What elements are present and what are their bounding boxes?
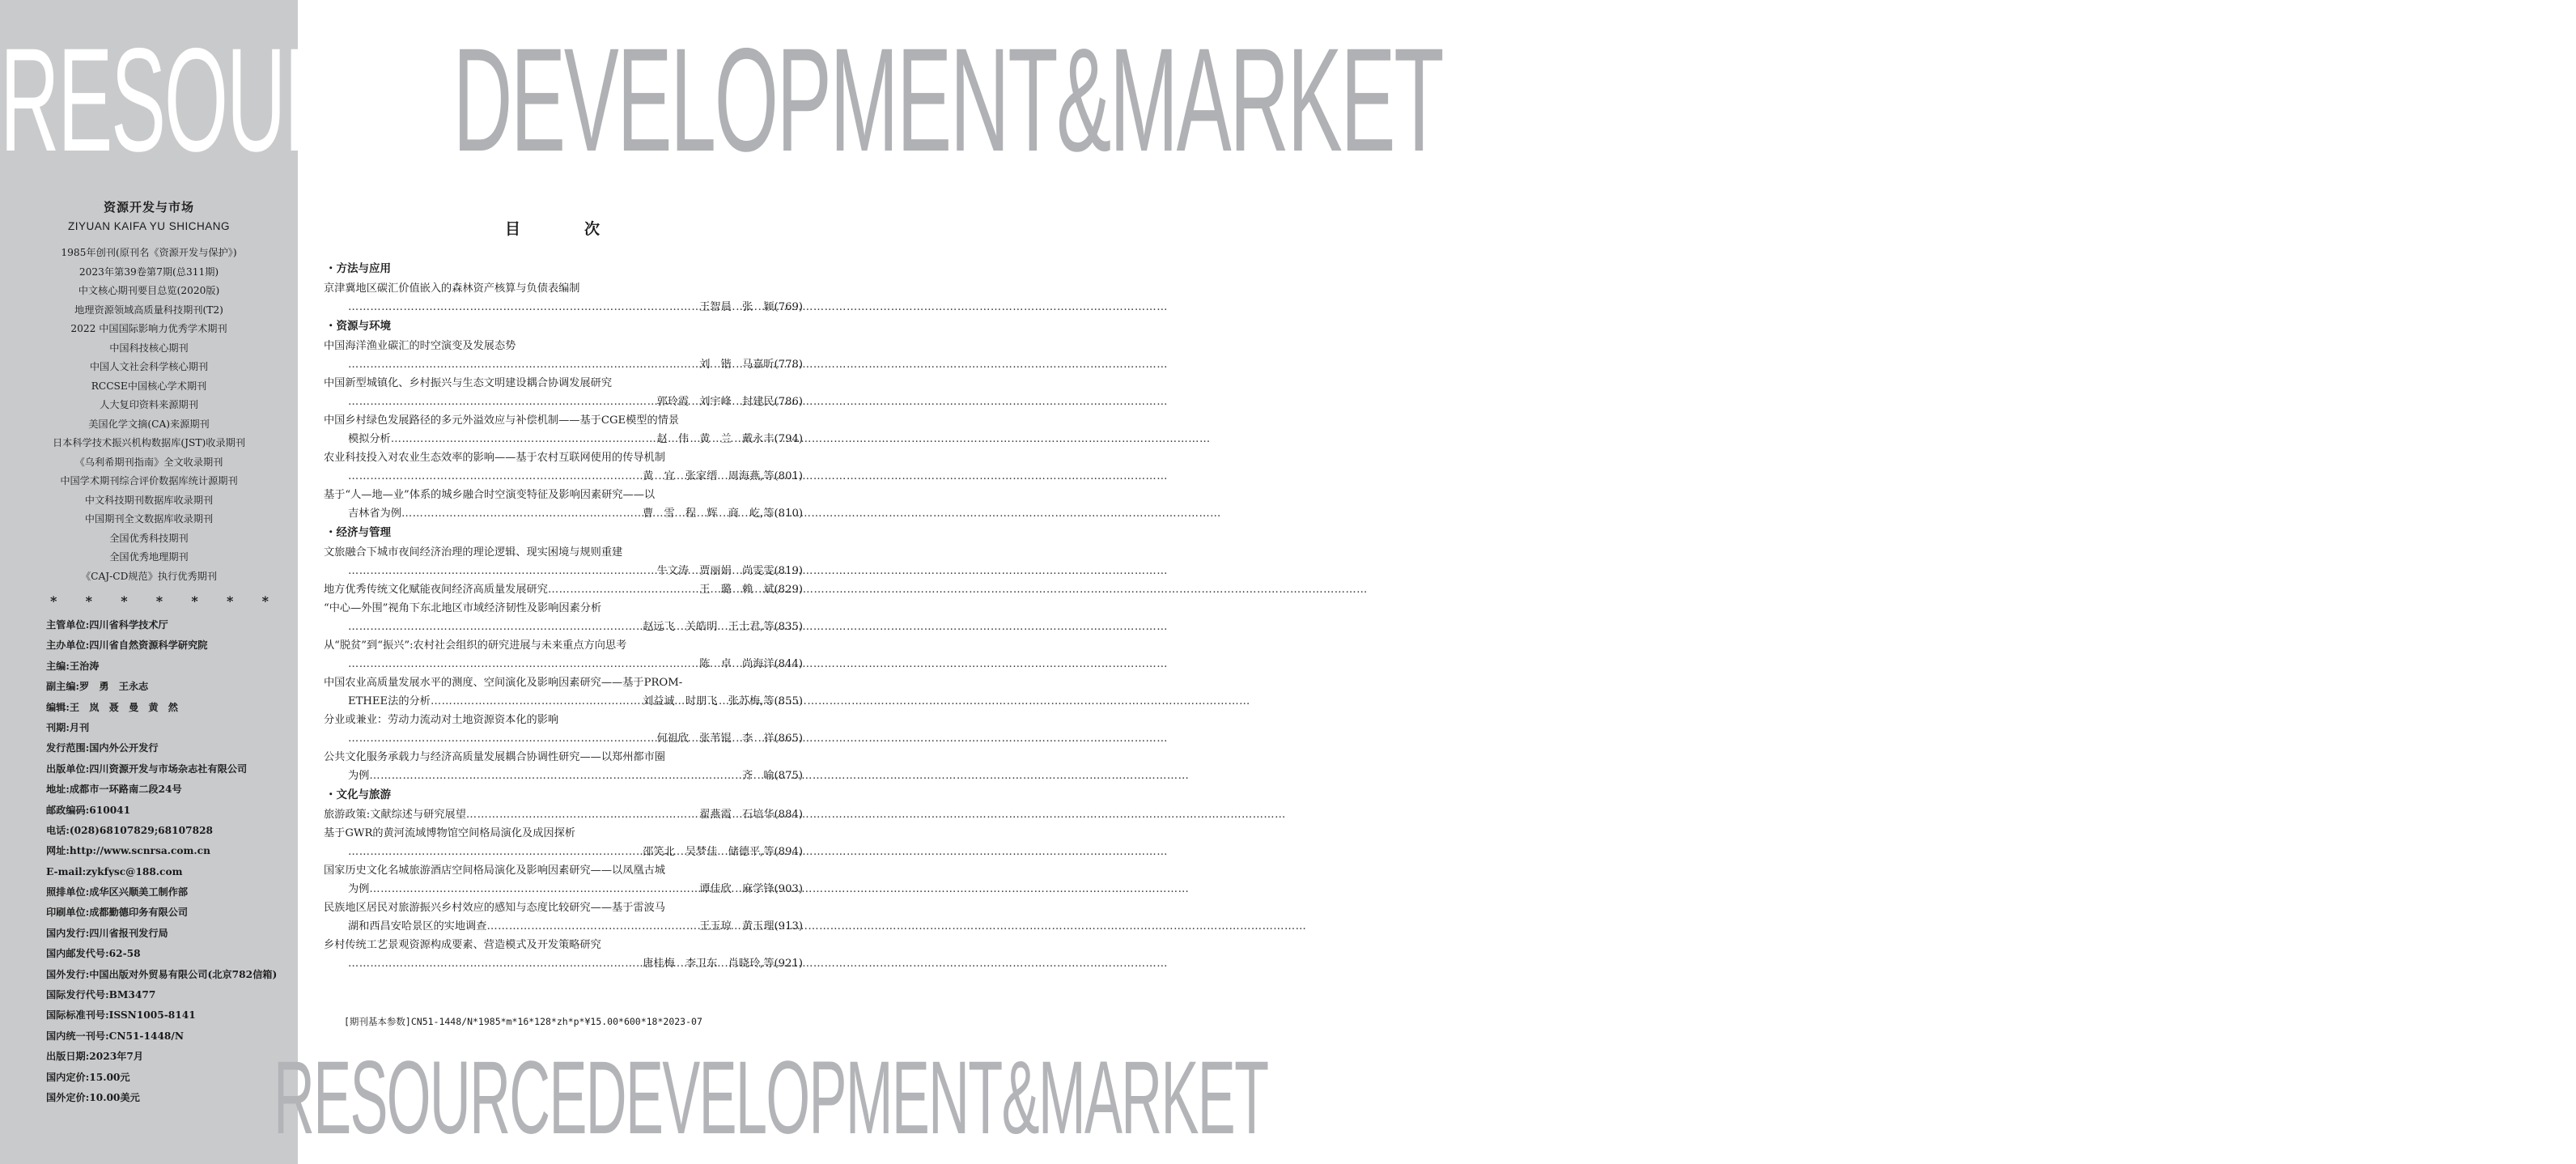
recognition-item: 日本科学技术振兴机构数据库(JST)收录期刊 [52, 437, 246, 448]
article-authors: 曹 雪 程 辉 商 屹,等 [643, 508, 774, 520]
page-number: (801) [774, 470, 803, 482]
toc-entry[interactable] [324, 805, 803, 824]
recognition-list [0, 244, 298, 586]
info-item: 主办单位:四川省自然资源科学研究院 [46, 639, 208, 652]
info-item: 照排单位:成华区兴顺美工制作部 [46, 886, 189, 898]
leader-dots [348, 843, 643, 861]
info-item: 刊期:月刊 [46, 721, 90, 733]
toc-entry[interactable] [324, 279, 803, 316]
article-authors: 齐 喻 [741, 770, 774, 782]
recognition-item: 美国化学文摘(CA)来源期刊 [88, 418, 210, 430]
leader-dots [369, 880, 699, 898]
leader-dots [486, 917, 699, 936]
info-item: 国内统一刊号:CN51-1448/N [46, 1030, 184, 1042]
info-item: 地址:成都市一环路南二段24号 [46, 784, 182, 796]
star-mark: * [191, 593, 198, 609]
info-item: 主管单位:四川省科学技术厅 [46, 619, 168, 631]
star-divider [50, 593, 269, 609]
info-item: 国际发行代号:BM3477 [46, 989, 156, 1001]
article-authors: 刘益诚 时朋飞 张苏梅,等 [643, 695, 774, 707]
page-number: (819) [774, 565, 803, 577]
toc-entry[interactable] [324, 824, 803, 861]
article-title: 地方优秀传统文化赋能夜间经济高质量发展研究 [324, 584, 548, 596]
toc-entry-line [324, 692, 803, 711]
article-authors: 唐桂梅 李卫东 肖晓玲,等 [643, 958, 774, 970]
info-item: 主编:王治涛 [46, 660, 100, 672]
masthead-banner [0, 15, 1443, 185]
table-of-contents [324, 259, 803, 973]
page-number: (903) [774, 883, 803, 895]
info-item: 网址:http://www.scnrsa.com.cn [46, 845, 210, 857]
leader-dots [391, 430, 657, 448]
article-authors: 刘 锴 马嘉昕 [699, 359, 774, 371]
page-number: (913) [774, 920, 803, 932]
toc-entry[interactable] [324, 580, 803, 599]
toc-entry[interactable] [324, 486, 803, 523]
leader-dots [466, 805, 699, 824]
leader-dots [348, 467, 643, 486]
article-title-continued: 吉林省为例 [348, 508, 401, 520]
journal-name-cn: 资源开发与市场 [103, 200, 194, 215]
toc-entry-line [324, 618, 803, 636]
page-number: (810) [774, 508, 803, 520]
toc-entry-line [324, 298, 803, 316]
article-authors: 牛文涛 贾丽娟 尚雯雯 [656, 565, 774, 577]
article-title-continued: 模拟分析 [348, 433, 391, 445]
info-item: 国内定价:15.00元 [46, 1071, 130, 1083]
article-title: 基于GWR的黄河流域博物馆空间格局演化及成因探析 [324, 827, 575, 839]
leader-dots [401, 504, 643, 523]
star-mark: * [226, 593, 234, 609]
article-title: 乡村传统工艺景观资源构成要素、营造模式及开发策略研究 [324, 939, 601, 951]
toc-entry[interactable] [324, 673, 803, 711]
article-title: 基于“人—地—业”体系的城乡融合时空演变特征及影响因素研究——以 [324, 489, 656, 501]
article-title: 旅游政策:文献综述与研究展望 [324, 809, 466, 821]
info-item: 国内发行:四川省报刊发行局 [46, 927, 168, 939]
recognition-item: 人大复印资料来源期刊 [100, 399, 198, 410]
toc-entry-line [324, 393, 803, 411]
leader-dots [369, 767, 742, 785]
page-number: (769) [774, 301, 803, 313]
toc-entry[interactable] [324, 748, 803, 785]
article-authors: 翟燕霞 石培华 [699, 809, 774, 821]
section-heading: ・方法与应用 [325, 262, 391, 275]
leader-dots [348, 355, 699, 374]
page-number: (829) [774, 584, 803, 596]
article-title: 京津冀地区碳汇价值嵌入的森林资产核算与负债表编制 [324, 283, 580, 295]
recognition-item: 全国优秀地理期刊 [109, 551, 189, 563]
toc-entry-line [324, 954, 803, 973]
section-heading: ・经济与管理 [325, 526, 391, 539]
banner-part-1: RESOURCE [0, 17, 453, 182]
toc-entry-line [324, 805, 803, 824]
leader-dots [348, 618, 643, 636]
recognition-item: 1985年创刊(原刊名《资源开发与保护》) [61, 247, 237, 258]
star-mark: * [155, 593, 163, 609]
toc-title: 目 次 [505, 220, 625, 238]
article-authors: 赵远飞 关皓明 王士君,等 [643, 621, 774, 633]
leader-dots [431, 692, 643, 711]
toc-entry-line [324, 917, 803, 936]
info-item: 印刷单位:成都勤德印务有限公司 [46, 907, 189, 919]
article-authors: 何祖欣 张苇锟 李 祥 [656, 733, 774, 745]
toc-entry-line [324, 655, 803, 673]
page-number: (855) [774, 695, 803, 707]
page-number: (786) [774, 396, 803, 408]
article-title: 文旅融合下城市夜间经济治理的理论逻辑、现实困境与规则重建 [324, 546, 623, 559]
toc-entry-line [324, 467, 803, 486]
toc-entry-line [324, 843, 803, 861]
banner-part-2: DEVELOPMENT&MARKET [452, 17, 1443, 182]
toc-entry[interactable] [324, 711, 803, 748]
leader-dots [548, 580, 699, 599]
page-number: (894) [774, 846, 803, 858]
toc-entry[interactable] [324, 374, 803, 411]
toc-entry-line [324, 562, 803, 580]
article-title: 中国新型城镇化、乡村振兴与生态文明建设耦合协调发展研究 [324, 377, 613, 389]
page-number: (865) [774, 733, 803, 745]
info-item: 国际标准刊号:ISSN1005-8141 [46, 1009, 196, 1022]
star-mark: * [121, 593, 128, 609]
toc-entry-line [324, 504, 803, 523]
info-item: 副主编:罗 勇 王永志 [46, 681, 149, 693]
star-mark: * [85, 593, 92, 609]
recognition-item: 《乌利希期刊指南》全文收录期刊 [74, 456, 223, 468]
recognition-item: 中国人文社会科学核心期刊 [89, 361, 209, 372]
article-title: 中国乡村绿色发展路径的多元外溢效应与补偿机制——基于CGE模型的情景 [324, 414, 680, 427]
toc-entry-line [324, 729, 803, 748]
recognition-item: 中国科技核心期刊 [109, 342, 189, 354]
info-item: 国内邮发代号:62-58 [46, 948, 141, 960]
toc-entry[interactable] [324, 861, 803, 898]
article-title: 农业科技投入对农业生态效率的影响——基于农村互联网使用的传导机制 [324, 452, 665, 464]
recognition-item: 2022 中国国际影响力优秀学术期刊 [70, 323, 227, 334]
page-number: (794) [774, 433, 803, 445]
toc-entry-line [324, 355, 803, 374]
recognition-item: 中文科技期刊数据库收录期刊 [84, 494, 214, 506]
recognition-item: 中国学术期刊综合评价数据库统计源期刊 [60, 475, 238, 486]
article-authors: 王智晨 张 颖 [699, 301, 774, 313]
article-title: 中国农业高质量发展水平的测度、空间演化及影响因素研究——基于PROM- [324, 677, 683, 689]
info-item: E-mail:zykfysc@188.com [46, 865, 183, 877]
toc-entry[interactable] [324, 898, 803, 936]
leader-dots [348, 655, 699, 673]
info-item: 国外发行:中国出版对外贸易有限公司(北京782信箱) [46, 968, 278, 980]
info-item: 编辑:王 岚 聂 曼 黄 然 [46, 701, 178, 713]
leader-dots [348, 562, 656, 580]
page-number: (844) [774, 658, 803, 670]
info-item: 发行范围:国内外公开发行 [46, 742, 159, 754]
article-title-continued: 为例 [348, 770, 370, 782]
star-mark: * [261, 593, 269, 609]
section-heading: ・资源与环境 [325, 320, 391, 333]
article-authors: 谭佳欣 麻学锋 [699, 883, 774, 895]
article-title-continued: ETHEE法的分析 [348, 695, 431, 707]
toc-entry[interactable] [324, 411, 803, 448]
leader-dots [348, 298, 699, 316]
page-number: (835) [774, 621, 803, 633]
leader-dots [348, 954, 643, 973]
recognition-item: 全国优秀科技期刊 [109, 532, 189, 544]
toc-entry[interactable] [324, 337, 803, 374]
info-item: 国外定价:10.00美元 [46, 1091, 140, 1103]
journal-name-pinyin: ZIYUAN KAIFA YU SHICHANG [67, 220, 231, 232]
leader-dots [348, 729, 656, 748]
article-authors: 陈 卓 尚海洋 [699, 658, 774, 670]
star-mark: * [50, 593, 57, 609]
toc-entry-line [324, 430, 803, 448]
article-title: 民族地区居民对旅游振兴乡村效应的感知与态度比较研究——基于雷波马 [324, 902, 665, 914]
toc-entry[interactable] [324, 599, 803, 636]
info-item: 出版日期:2023年7月 [46, 1051, 144, 1063]
recognition-item: 《CAJ-CD规范》执行优秀期刊 [80, 570, 218, 582]
article-title: “中心—外围”视角下东北地区市域经济韧性及影响因素分析 [324, 602, 602, 614]
article-authors: 赵 伟 黄 兰 戴永丰 [656, 433, 774, 445]
toc-entry[interactable] [324, 448, 803, 486]
recognition-item: RCCSE中国核心学术期刊 [91, 380, 207, 392]
article-title: 分业或兼业：劳动力流动对土地资源资本化的影响 [324, 714, 559, 726]
article-authors: 郭玲霞 刘宇峰 封建民 [656, 396, 774, 408]
journal-parameters: [期刊基本参数]CN51-1448/N*1985*m*16*128*zh*p*¥15.00*600*18*2023-07 [344, 1016, 702, 1027]
info-item: 出版单位:四川资源开发与市场杂志社有限公司 [46, 763, 248, 775]
page-number: (778) [774, 359, 803, 371]
article-title: 中国海洋渔业碳汇的时空演变及发展态势 [324, 340, 516, 352]
page-number: (884) [774, 809, 803, 821]
toc-entry-line [324, 767, 803, 785]
page-number: (875) [774, 770, 803, 782]
article-authors: 王玉琼 黄玉理 [699, 920, 774, 932]
publication-info-list [46, 615, 297, 1108]
article-authors: 王 璐 赖 斌 [699, 584, 774, 596]
info-item: 电话:(028)68107829;68107828 [46, 824, 214, 836]
article-title: 公共文化服务承载力与经济高质量发展耦合协调性研究——以郑州都市圈 [324, 751, 665, 763]
recognition-item: 中国期刊全文数据库收录期刊 [84, 513, 214, 525]
footer-banner [274, 1038, 1268, 1164]
toc-entry[interactable] [324, 936, 803, 973]
toc-entry[interactable] [324, 636, 803, 673]
article-authors: 黄 宜 张家缙 周海燕,等 [643, 470, 774, 482]
article-title: 从“脱贫”到“振兴”:农村社会组织的研究进展与未来重点方向思考 [324, 639, 627, 652]
footer-banner-text: RESOURCEDEVELOPMENT&MARKET [274, 1040, 1268, 1156]
info-item: 邮政编码:610041 [46, 804, 131, 816]
toc-entry-line [324, 880, 803, 898]
article-authors: 邵笑北 吴梦佳 储德平,等 [643, 846, 774, 858]
recognition-item: 2023年第39卷第7期(总311期) [79, 266, 219, 278]
page-number: (921) [774, 958, 803, 970]
article-title-continued: 为例 [348, 883, 370, 895]
leader-dots [348, 393, 656, 411]
recognition-item: 地理资源领域高质量科技期刊(T2) [74, 304, 223, 316]
toc-entry-line [324, 580, 803, 599]
article-title: 国家历史文化名城旅游酒店空间格局演化及影响因素研究——以凤凰古城 [324, 865, 665, 877]
toc-entry[interactable] [324, 543, 803, 580]
recognition-item: 中文核心期刊要目总览(2020版) [78, 285, 220, 296]
article-title-continued: 湖和西昌安哈景区的实地调查 [348, 920, 487, 932]
section-heading: ・文化与旅游 [325, 788, 391, 801]
